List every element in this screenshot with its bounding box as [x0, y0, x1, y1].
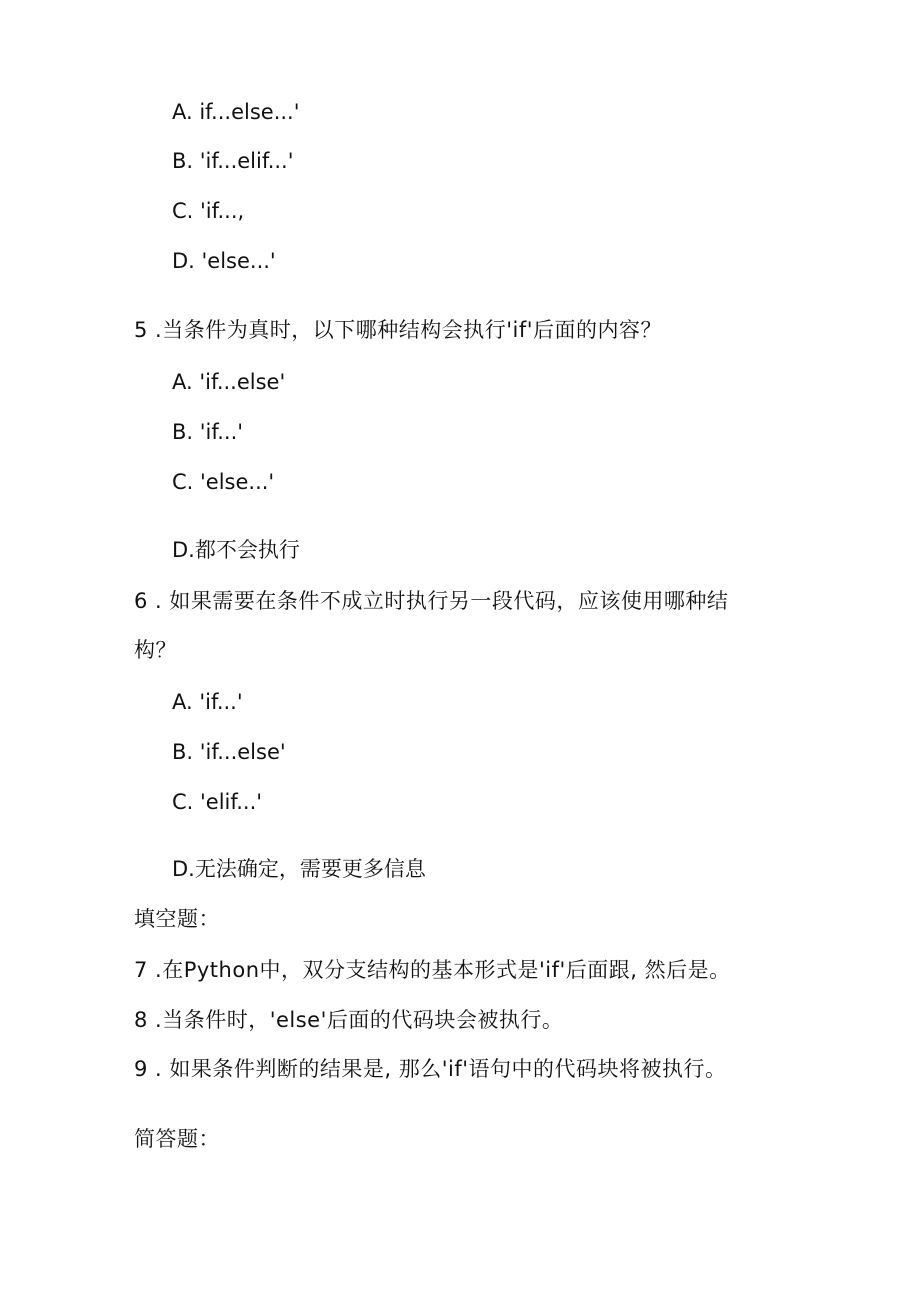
q5-option-d: D.都不会执行	[172, 538, 300, 562]
q6-option-d: D.无法确定，需要更多信息	[172, 857, 426, 881]
q5-option-a: A. 'if...else'	[172, 370, 286, 394]
q7-text: 7 .在Python中，双分支结构的基本形式是'if'后面跟, 然后是。	[134, 958, 731, 982]
q4-option-d: D. 'else...'	[172, 249, 276, 273]
q6-text-line2: 构？	[134, 638, 177, 662]
q6-option-b: B. 'if...else'	[172, 740, 286, 764]
q6-option-c: C. 'elif...'	[172, 790, 263, 814]
q4-option-b: B. 'if...elif...'	[172, 149, 294, 173]
q4-option-c: C. 'if...,	[172, 199, 245, 223]
fill-section-title: 填空题：	[134, 907, 220, 931]
q5-option-b: B. 'if...'	[172, 420, 244, 444]
q6-text-line1: 6 . 如果需要在条件不成立时执行另一段代码，应该使用哪种结	[134, 589, 729, 613]
q5-option-c: C. 'else...'	[172, 470, 275, 494]
q8-text: 8 .当条件时，'else'后面的代码块会被执行。	[134, 1008, 564, 1032]
short-answer-title: 简答题：	[134, 1127, 220, 1151]
q6-option-a: A. 'if...'	[172, 690, 243, 714]
q9-text: 9 . 如果条件判断的结果是, 那么'if'语句中的代码块将被执行。	[134, 1057, 727, 1081]
q5-text: 5 .当条件为真时，以下哪种结构会执行'if'后面的内容？	[134, 318, 662, 342]
q4-option-a: A. if...else...'	[172, 100, 300, 124]
